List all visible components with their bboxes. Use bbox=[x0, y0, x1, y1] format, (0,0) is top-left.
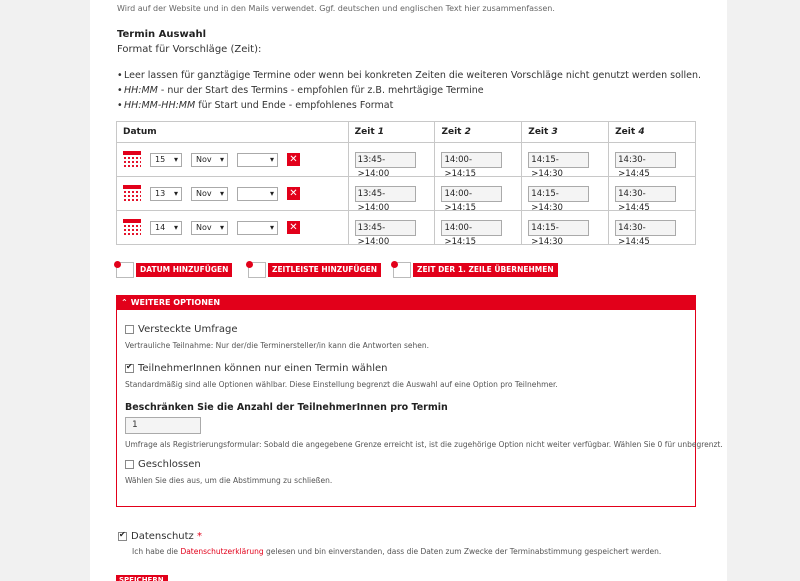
header-datum: Datum bbox=[117, 122, 349, 143]
time-input-1[interactable]: 13:45->14:00 bbox=[355, 186, 416, 202]
privacy-consent: ✔Datenschutz * Ich habe die Datenschutzerklärung gelesen und bin einverstanden, dass die Daten zum Zwecke der Terminabstimmung gespeichert werden. bbox=[118, 531, 661, 556]
table-row bbox=[117, 211, 696, 245]
add-timeline-button[interactable]: ZEITLEISTE HINZUFÜGEN bbox=[248, 261, 381, 279]
time-input-2[interactable]: 14:00->14:15 bbox=[441, 152, 502, 168]
add-date-button[interactable]: DATUM HINZUFÜGEN bbox=[116, 261, 232, 279]
day-select[interactable]: 15 ▾ bbox=[150, 153, 182, 167]
header-zeit-2: Zeit 2 bbox=[435, 122, 522, 143]
time-input-4[interactable]: 14:30->14:45 bbox=[615, 220, 676, 236]
section-title-termin: Termin Auswahl bbox=[117, 29, 206, 40]
format-hint-item: • HH:MM-HH:MM für Start und Ende - empfohlenes Format bbox=[117, 98, 701, 113]
add-date-icon bbox=[116, 262, 134, 278]
title-field-hint: Wird auf der Website und in den Mails verwendet. Ggf. deutschen und englischen Text hier zusammenfassen. bbox=[117, 4, 555, 13]
date-table bbox=[116, 121, 696, 245]
option-closed: Geschlossen Wählen Sie dies aus, um die Abstimmung zu schließen. bbox=[125, 459, 333, 485]
year-select[interactable] bbox=[237, 187, 278, 201]
format-hint-item: • HH:MM - nur der Start des Termins - empfohlen für z.B. mehrtägige Termine bbox=[117, 83, 701, 98]
year-select[interactable] bbox=[237, 153, 278, 167]
format-label: Format für Vorschläge (Zeit): bbox=[117, 44, 262, 55]
table-row bbox=[117, 177, 696, 211]
format-hint-item: • Leer lassen für ganztägige Termine oder wenn bei konkreten Zeiten die weiteren Vorschläge nicht genutzt werden sollen. bbox=[117, 68, 701, 83]
time-input-1[interactable]: 13:45->14:00 bbox=[355, 152, 416, 168]
chevron-up-icon: ⌃ bbox=[121, 298, 128, 307]
day-select[interactable]: 14 ▾ bbox=[150, 221, 182, 235]
time-input-2[interactable]: 14:00->14:15 bbox=[441, 186, 502, 202]
option-hidden-poll: Versteckte Umfrage Vertrauliche Teilnahme: Nur der/die Terminersteller/in kann die Antworten sehen. bbox=[125, 324, 430, 350]
option-single-choice: ✔TeilnehmerInnen können nur einen Termin wählen Standardmäßig sind alle Optionen wählbar. Diese Einstellung begrenzt die Auswahl auf eine Option pro Teilnehmer. bbox=[125, 363, 558, 389]
month-select[interactable]: Nov ▾ bbox=[191, 153, 228, 167]
format-hints bbox=[117, 68, 701, 113]
delete-row-button[interactable]: ✕ bbox=[287, 153, 300, 166]
time-input-3[interactable]: 14:15->14:30 bbox=[528, 152, 589, 168]
time-input-4[interactable]: 14:30->14:45 bbox=[615, 152, 676, 168]
calendar-icon[interactable] bbox=[123, 185, 141, 203]
calendar-icon[interactable] bbox=[123, 151, 141, 169]
time-input-2[interactable]: 14:00->14:15 bbox=[441, 220, 502, 236]
delete-row-button[interactable]: ✕ bbox=[287, 221, 300, 234]
day-select[interactable]: 13 ▾ bbox=[150, 187, 182, 201]
month-select[interactable]: Nov ▾ bbox=[191, 221, 228, 235]
header-zeit-3: Zeit 3 bbox=[522, 122, 609, 143]
delete-row-button[interactable]: ✕ bbox=[287, 187, 300, 200]
month-select[interactable]: Nov ▾ bbox=[191, 187, 228, 201]
time-input-3[interactable]: 14:15->14:30 bbox=[528, 220, 589, 236]
more-options-toggle[interactable]: ⌃ WEITERE OPTIONEN bbox=[117, 296, 695, 310]
time-input-4[interactable]: 14:30->14:45 bbox=[615, 186, 676, 202]
time-input-1[interactable]: 13:45->14:00 bbox=[355, 220, 416, 236]
privacy-checkbox[interactable] bbox=[118, 532, 127, 541]
date-table-header bbox=[117, 122, 696, 143]
hidden-poll-checkbox[interactable] bbox=[125, 325, 134, 334]
year-select[interactable] bbox=[237, 221, 278, 235]
add-timeline-icon bbox=[248, 262, 266, 278]
time-input-3[interactable]: 14:15->14:30 bbox=[528, 186, 589, 202]
closed-checkbox[interactable] bbox=[125, 460, 134, 469]
required-mark: * bbox=[196, 531, 202, 542]
calendar-icon[interactable] bbox=[123, 219, 141, 237]
single-choice-checkbox[interactable] bbox=[125, 364, 134, 373]
header-zeit-4: Zeit 4 bbox=[609, 122, 696, 143]
copy-first-row-button[interactable]: ZEIT DER 1. ZEILE ÜBERNEHMEN bbox=[393, 261, 558, 279]
table-row bbox=[117, 143, 696, 177]
privacy-policy-link[interactable]: Datenschutzerklärung bbox=[180, 547, 264, 556]
save-button[interactable]: SPEICHERN bbox=[116, 575, 168, 581]
header-zeit-1: Zeit 1 bbox=[348, 122, 435, 143]
more-options-panel bbox=[116, 295, 723, 507]
copy-times-icon bbox=[393, 262, 411, 278]
option-participant-limit: Beschränken Sie die Anzahl der TeilnehmerInnen pro Termin 1 Umfrage als Registrierungsformular: Sobald die angegebene Grenze erreicht ist, ist die zugehörige Option nicht weiter verfügbar. Wählen Sie 0 für unbegrenzt. bbox=[125, 402, 723, 449]
participant-limit-input[interactable]: 1 bbox=[125, 417, 201, 434]
